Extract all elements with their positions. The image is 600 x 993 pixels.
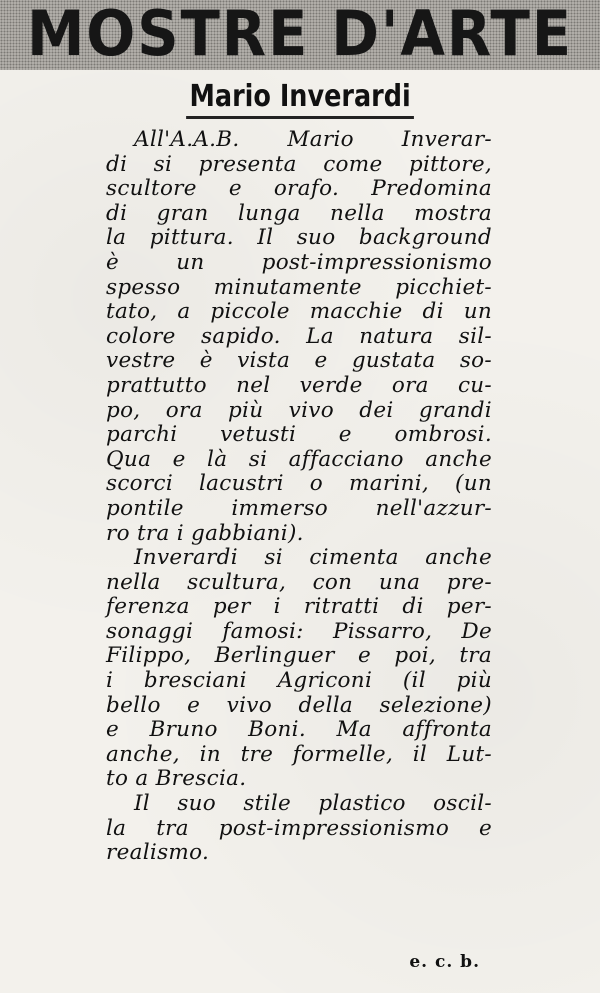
article-line: pontile immerso nell'azzur-: [106, 495, 492, 521]
article-line: realismo.: [106, 840, 210, 866]
article-line: Qua e là si affacciano anche: [106, 446, 492, 472]
article-line: prattutto nel verde ora cu-: [106, 372, 492, 398]
article-line: è un post-impressionismo: [106, 249, 492, 275]
article-line: parchi vetusti e ombrosi.: [106, 422, 492, 448]
article-line: di si presenta come pittore,: [106, 151, 492, 177]
article-line: di gran lunga nella mostra: [106, 200, 492, 226]
article-line: Il suo stile plastico oscil-: [134, 791, 492, 817]
article-line: anche, in tre formelle, il Lut-: [106, 741, 492, 767]
article-line: scultore e orafo. Predomina: [106, 176, 492, 202]
article-line: e Bruno Boni. Ma affronta: [106, 717, 492, 743]
article-line: All'A.A.B. Mario Inverar-: [134, 127, 492, 152]
article-line: spesso minutamente picchiet-: [106, 274, 492, 300]
article-line: vestre è vista e gustata so-: [106, 348, 492, 374]
article-line: colore sapido. La natura sil-: [106, 323, 492, 349]
article-line: Inverardi si cimenta anche: [134, 545, 492, 571]
article-headline: Mario Inverardi: [186, 78, 414, 119]
article-line: po, ora più vivo dei grandi: [106, 397, 492, 423]
article-line: to a Brescia.: [106, 766, 247, 792]
article-line: ferenza per i ritratti di per-: [106, 594, 492, 620]
author-initials: e. c. b.: [409, 952, 480, 972]
article-line: Filippo, Berlinguer e poi, tra: [106, 643, 492, 669]
article-headline-container: [0, 78, 600, 119]
article-line: bello e vivo della selezione): [106, 692, 492, 718]
article-line: i bresciani Agriconi (il più: [106, 668, 492, 694]
article-line: nella scultura, con una pre-: [106, 569, 492, 595]
section-masthead: [0, 0, 600, 70]
section-title: MOSTRE D'ARTE: [27, 0, 573, 70]
article-line: sonaggi famosi: Pissarro, De: [106, 618, 492, 644]
article-body: [106, 128, 492, 866]
article-line: scorci lacustri o marini, (un: [106, 471, 492, 497]
article-line: la pittura. Il suo background: [106, 225, 492, 251]
article-line: la tra post-impressionismo e: [106, 815, 492, 841]
article-line: ro tra i gabbiani).: [106, 520, 304, 546]
article-line: tato, a piccole macchie di un: [106, 299, 492, 325]
